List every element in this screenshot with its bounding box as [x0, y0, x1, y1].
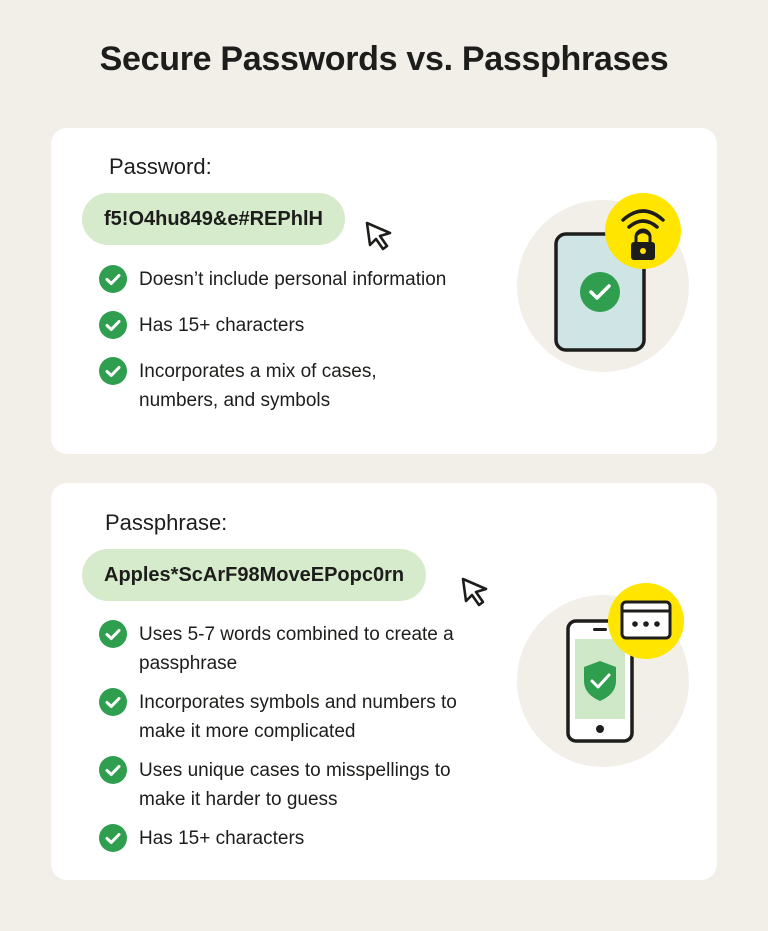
list-item — [99, 688, 459, 746]
criterion-text: Doesn’t include personal information — [139, 269, 447, 290]
password-label: Password: — [109, 154, 212, 179]
list-item — [99, 265, 499, 294]
check-icon — [99, 265, 127, 293]
passphrase-card — [51, 483, 717, 880]
passphrase-criteria-list — [99, 620, 459, 853]
list-item — [99, 824, 459, 853]
password-criteria-list — [99, 265, 499, 415]
password-example: f5!O4hu849&e#REPhlH — [82, 193, 345, 245]
check-icon — [99, 756, 127, 784]
check-icon — [99, 311, 127, 339]
phone-illustration — [511, 581, 691, 771]
password-card — [51, 128, 717, 454]
list-item — [99, 357, 459, 415]
list-item — [99, 620, 459, 678]
list-item — [99, 311, 499, 340]
password-card-icon — [608, 583, 684, 659]
cursor-icon — [459, 576, 491, 608]
check-icon — [99, 620, 127, 648]
phone-illustration — [511, 190, 691, 380]
check-icon — [99, 357, 127, 385]
criterion-text: Has 15+ characters — [139, 315, 305, 336]
check-circle-icon — [580, 272, 620, 312]
check-icon — [99, 688, 127, 716]
criterion-text: Uses unique cases to misspellings to make it harder to guess — [139, 760, 451, 810]
passphrase-label: Passphrase: — [105, 510, 228, 535]
page-title: Secure Passwords vs. Passphrases — [99, 40, 669, 78]
criterion-text: Has 15+ characters — [139, 828, 305, 849]
passphrase-example: Apples*ScArF98MoveEPopc0rn — [82, 549, 426, 601]
criterion-text: Incorporates symbols and numbers to make it more complicated — [139, 692, 457, 742]
list-item — [99, 756, 459, 814]
wifi-lock-icon — [605, 193, 681, 269]
check-icon — [99, 824, 127, 852]
criterion-text: Uses 5-7 words combined to create a passphrase — [139, 624, 454, 674]
cursor-icon — [363, 220, 395, 252]
criterion-text: Incorporates a mix of cases, numbers, and symbols — [139, 361, 377, 411]
